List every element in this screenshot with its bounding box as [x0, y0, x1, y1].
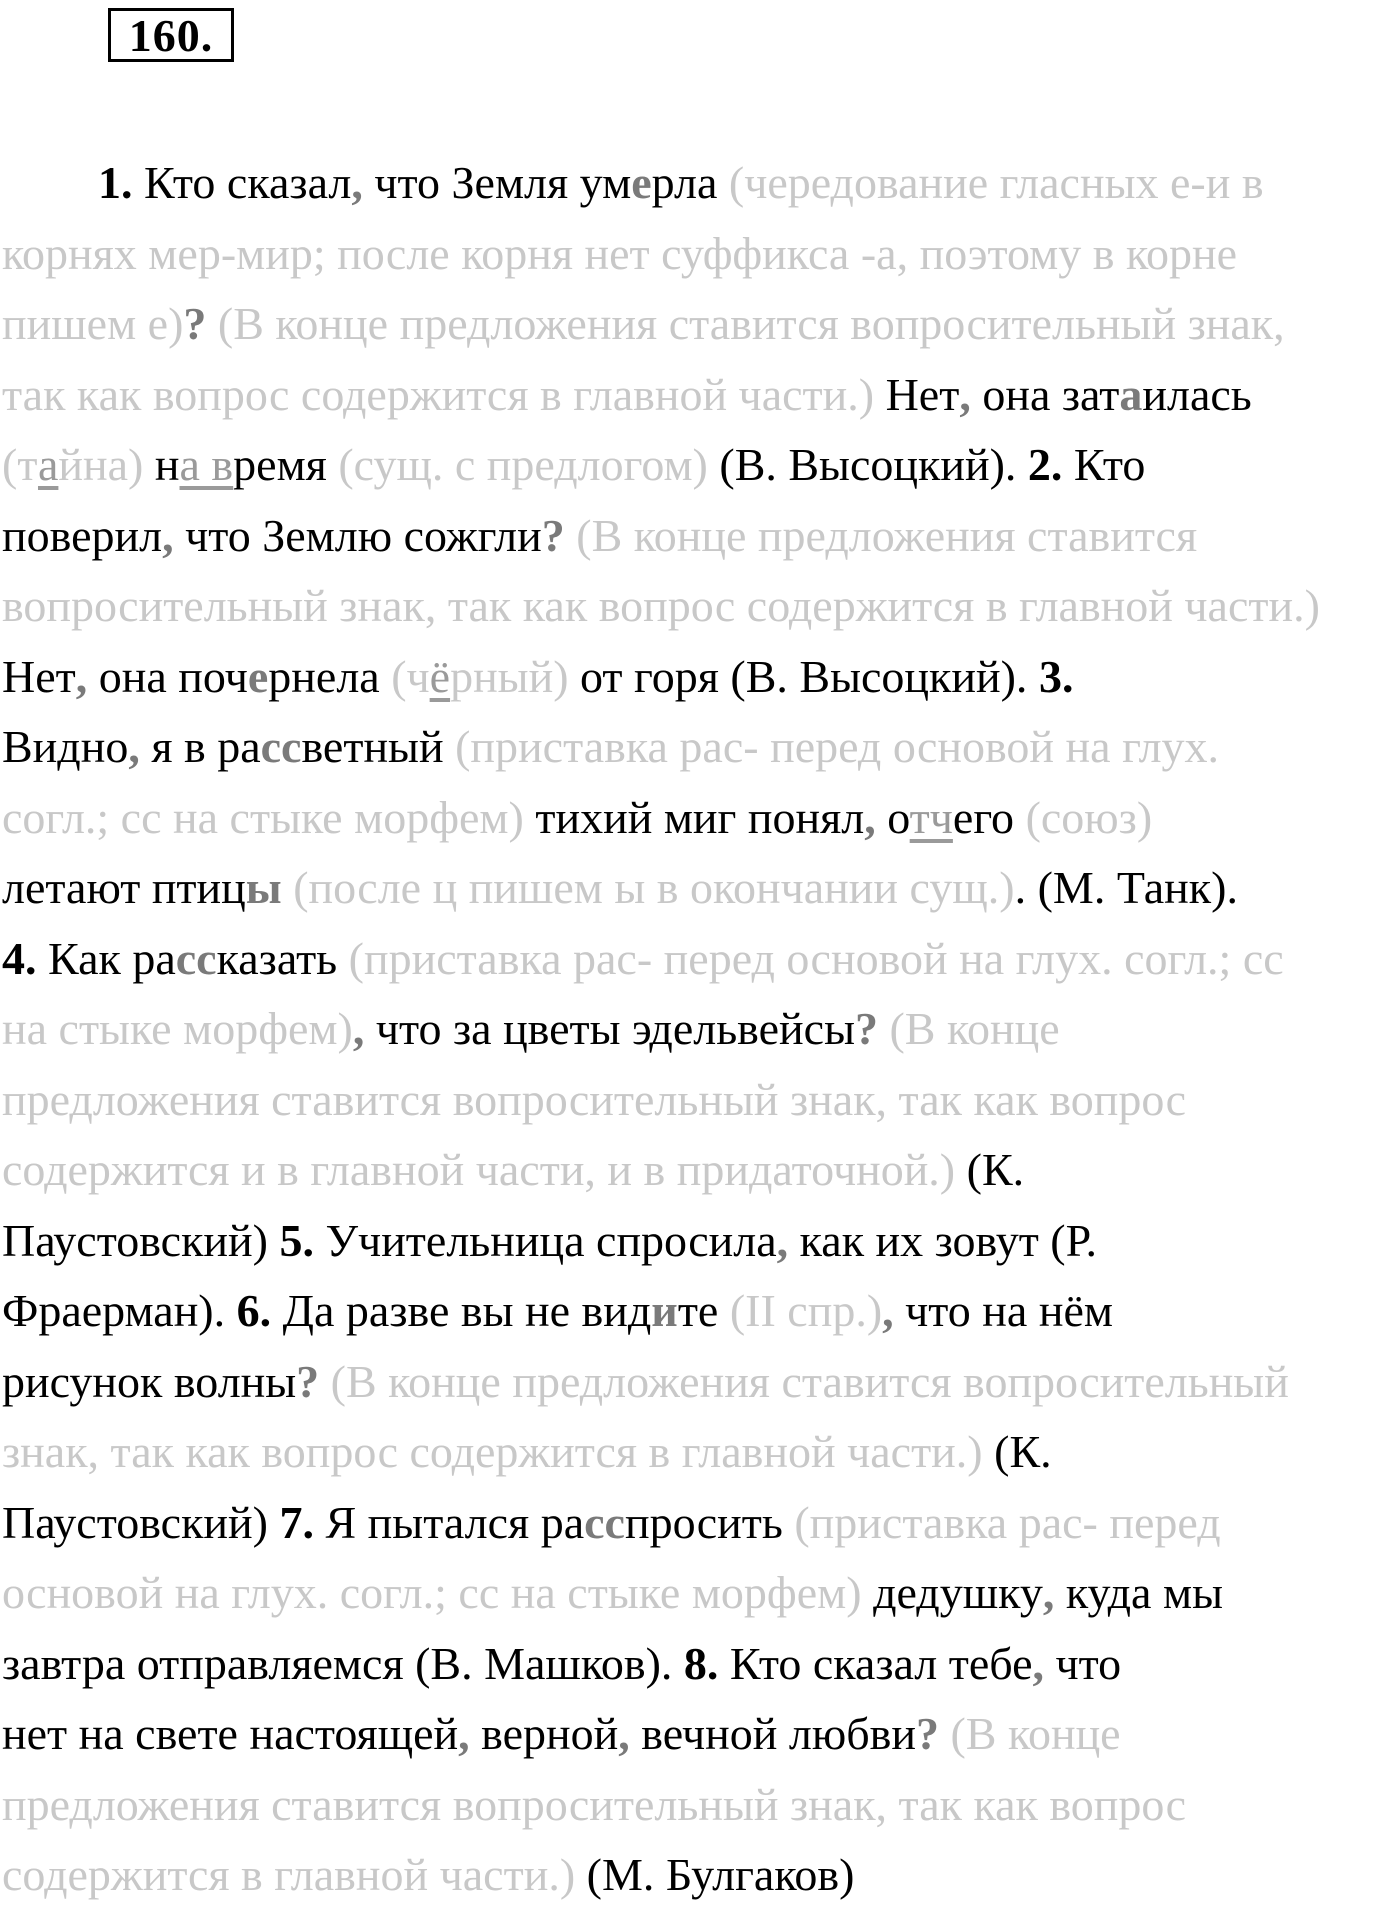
grammar-note: пишем е) [2, 298, 184, 349]
text-segment: что на нём [893, 1285, 1113, 1336]
punctuation-mark: ? [183, 298, 207, 349]
text-segment: Я пытался ра [313, 1496, 585, 1548]
highlighted-letter: сс [260, 721, 302, 772]
text-line [2, 430, 1400, 501]
text-segment: (В. Высоцкий). [707, 439, 1028, 490]
grammar-note: знак, так как вопрос содержится в главной части.) [2, 1426, 983, 1477]
text-segment: его [952, 791, 1026, 843]
text-line [2, 571, 1400, 642]
text-segment: Кто сказал тебе [718, 1637, 1033, 1689]
punctuation-mark: , [75, 650, 88, 702]
text-segment: Кто [1062, 439, 1146, 490]
text-segment: нет на свете настоящей [2, 1708, 459, 1759]
text-line [2, 1699, 1400, 1770]
text-line [2, 1558, 1400, 1629]
text-segment: Учительница спросила [313, 1214, 777, 1266]
sentence-number: 8. [683, 1637, 719, 1689]
text-segment: рисунок волны [2, 1355, 297, 1407]
text-segment: рла [651, 157, 729, 208]
highlighted-letter: е [631, 157, 652, 208]
punctuation-mark: , [352, 1003, 365, 1054]
text-line [2, 148, 1400, 219]
grammar-note: (В конце предложения ставится вопросительный знак, [206, 298, 1285, 349]
text-line [2, 219, 1400, 290]
sentence-number: 5. [279, 1214, 314, 1266]
text-segment: она зат [970, 368, 1120, 420]
text-segment: (М. Булгаков) [575, 1849, 855, 1900]
grammar-note: так как вопрос содержится в главной части.) [2, 368, 875, 420]
text-segment: Фраерман). [2, 1285, 237, 1336]
highlighted-letter: сс [175, 932, 217, 984]
grammar-note: (после ц пишем ы в окончании сущ.) [281, 862, 1015, 913]
highlighted-letter: е [247, 650, 269, 702]
text-line [2, 1770, 1400, 1841]
grammar-note: содержится в главной части.) [2, 1849, 576, 1900]
underlined-letters: а [37, 439, 59, 490]
text-segment: ремя [233, 439, 339, 490]
punctuation-mark: , [959, 368, 971, 420]
exercise-text [2, 148, 1400, 1911]
text-segment: Видно [2, 721, 129, 772]
text-segment: летают птиц [2, 862, 246, 913]
text-segment: те [677, 1285, 730, 1336]
text-line [2, 1488, 1400, 1559]
text-segment: что за цветы эдельвейсы [364, 1003, 855, 1054]
text-segment: Нет [2, 650, 76, 702]
sentence-number: 6. [236, 1285, 272, 1336]
grammar-note: (В конце предложения ставится [564, 509, 1198, 561]
text-segment: илась [1142, 368, 1252, 420]
text-line [2, 1840, 1400, 1911]
exercise-number: 160. [108, 8, 234, 62]
text-segment: она поч [87, 650, 248, 702]
text-line [2, 1629, 1400, 1700]
punctuation-mark: , [162, 509, 174, 561]
highlighted-letter: и [651, 1285, 678, 1336]
text-segment: казать [216, 932, 349, 984]
text-line [2, 1276, 1400, 1347]
text-segment: Да разве вы не вид [271, 1285, 652, 1336]
grammar-note: (В конце [938, 1708, 1121, 1759]
text-line [2, 1135, 1400, 1206]
grammar-note: вопросительный знак, так как вопрос содержится в главной части.) [2, 580, 1320, 631]
text-line [2, 1206, 1400, 1277]
punctuation-mark: ? [854, 1003, 878, 1054]
grammar-note: (союз) [1025, 791, 1153, 843]
text-line [2, 783, 1400, 854]
text-segment: . (М. Танк). [1014, 862, 1238, 913]
sentence-number: 3. [1038, 650, 1074, 702]
text-segment: как их зовут (Р. [788, 1214, 1097, 1266]
punctuation-mark: , [128, 721, 140, 772]
sentence-number: 7. [279, 1496, 314, 1548]
punctuation-mark: ? [296, 1355, 320, 1407]
text-segment: н [143, 439, 180, 490]
highlighted-letter: ы [245, 862, 282, 913]
text-segment: ветный [301, 721, 456, 772]
text-line [2, 853, 1400, 924]
grammar-note: (приставка рас- перед [794, 1496, 1221, 1548]
grammar-note: (сущ. с предлогом) [338, 439, 708, 490]
text-line [2, 712, 1400, 783]
text-segment: поверил [2, 509, 163, 561]
grammar-note: основой на глух. согл.; сс на стыке морфем) [2, 1567, 862, 1618]
text-segment: что Землю сожгли [173, 509, 542, 561]
text-segment: куда мы [1054, 1567, 1223, 1618]
sentence-number: 4. [2, 932, 37, 984]
grammar-note: (В конце [877, 1003, 1060, 1054]
text-line [2, 994, 1400, 1065]
text-segment: Как ра [36, 932, 176, 984]
text-segment: вечной любви [629, 1708, 916, 1759]
highlighted-letter: а [1119, 368, 1143, 420]
punctuation-mark: , [776, 1214, 789, 1266]
punctuation-mark: ? [541, 509, 565, 561]
punctuation-mark: , [351, 157, 363, 208]
grammar-note: (приставка рас- перед основой на глух. [455, 721, 1220, 772]
grammar-note: предложения ставится вопросительный знак, так как вопрос [2, 1778, 1186, 1830]
text-segment: что [1044, 1637, 1122, 1689]
text-line [2, 360, 1400, 431]
highlighted-letter: сс [584, 1496, 625, 1548]
grammar-note: содержится и в главной части, и в придаточной.) [2, 1144, 956, 1195]
text-line [2, 289, 1400, 360]
text-line [2, 642, 1400, 713]
text-segment: просить [624, 1496, 795, 1548]
punctuation-mark: , [882, 1285, 894, 1336]
text-segment: рнела [268, 650, 392, 702]
text-line [2, 1417, 1400, 1488]
text-segment: что Земля ум [362, 157, 632, 208]
text-segment: Паустовский) [2, 1214, 280, 1266]
text-segment: Паустовский) [2, 1496, 280, 1548]
text-line [2, 924, 1400, 995]
grammar-note: (приставка рас- перед основой на глух. согл.; сс [348, 932, 1284, 984]
text-segment: тихий миг понял [523, 791, 865, 843]
grammar-note: согл.; сс на стыке морфем) [2, 791, 524, 843]
text-segment: (К. [955, 1144, 1025, 1195]
punctuation-mark: ? [915, 1708, 939, 1759]
text-segment: я в ра [139, 721, 261, 772]
grammar-note: (ч [391, 650, 430, 702]
grammar-note: (В конце предложения ставится вопросительный [319, 1355, 1289, 1407]
text-segment: Кто сказал [132, 157, 352, 208]
text-segment: верной [469, 1708, 619, 1759]
underlined-letters: ё [429, 650, 451, 702]
underlined-letters: а в [179, 439, 234, 490]
text-line [2, 1347, 1400, 1418]
text-line [2, 501, 1400, 572]
text-segment: дедушку [861, 1567, 1043, 1618]
grammar-note: йна) [58, 439, 144, 490]
text-line [2, 1065, 1400, 1136]
grammar-note: (II спр.) [729, 1285, 883, 1336]
underlined-letters: тч [909, 791, 953, 843]
text-segment: (К. [982, 1426, 1052, 1477]
text-segment: о [875, 791, 910, 843]
grammar-note: рный) [450, 650, 569, 702]
grammar-note: предложения ставится вопросительный знак, так как вопрос [2, 1073, 1186, 1125]
grammar-note: (чередование гласных е-и в [728, 157, 1264, 208]
punctuation-mark: , [458, 1708, 470, 1759]
grammar-note: корнях мер-мир; после корня нет суффикса -а, поэтому в корне [2, 227, 1237, 279]
punctuation-mark: , [1042, 1567, 1055, 1618]
grammar-note: (т [2, 439, 38, 490]
sentence-number: 2. [1027, 439, 1063, 490]
text-segment: Нет [874, 368, 960, 420]
grammar-note: на стыке морфем) [2, 1003, 353, 1054]
punctuation-mark: , [1032, 1637, 1044, 1689]
punctuation-mark: , [864, 791, 876, 843]
text-segment: от горя (В. Высоцкий). [568, 650, 1039, 702]
punctuation-mark: , [618, 1708, 630, 1759]
text-segment: завтра отправляемся (В. Машков). [2, 1637, 684, 1689]
sentence-number: 1. [98, 157, 133, 208]
